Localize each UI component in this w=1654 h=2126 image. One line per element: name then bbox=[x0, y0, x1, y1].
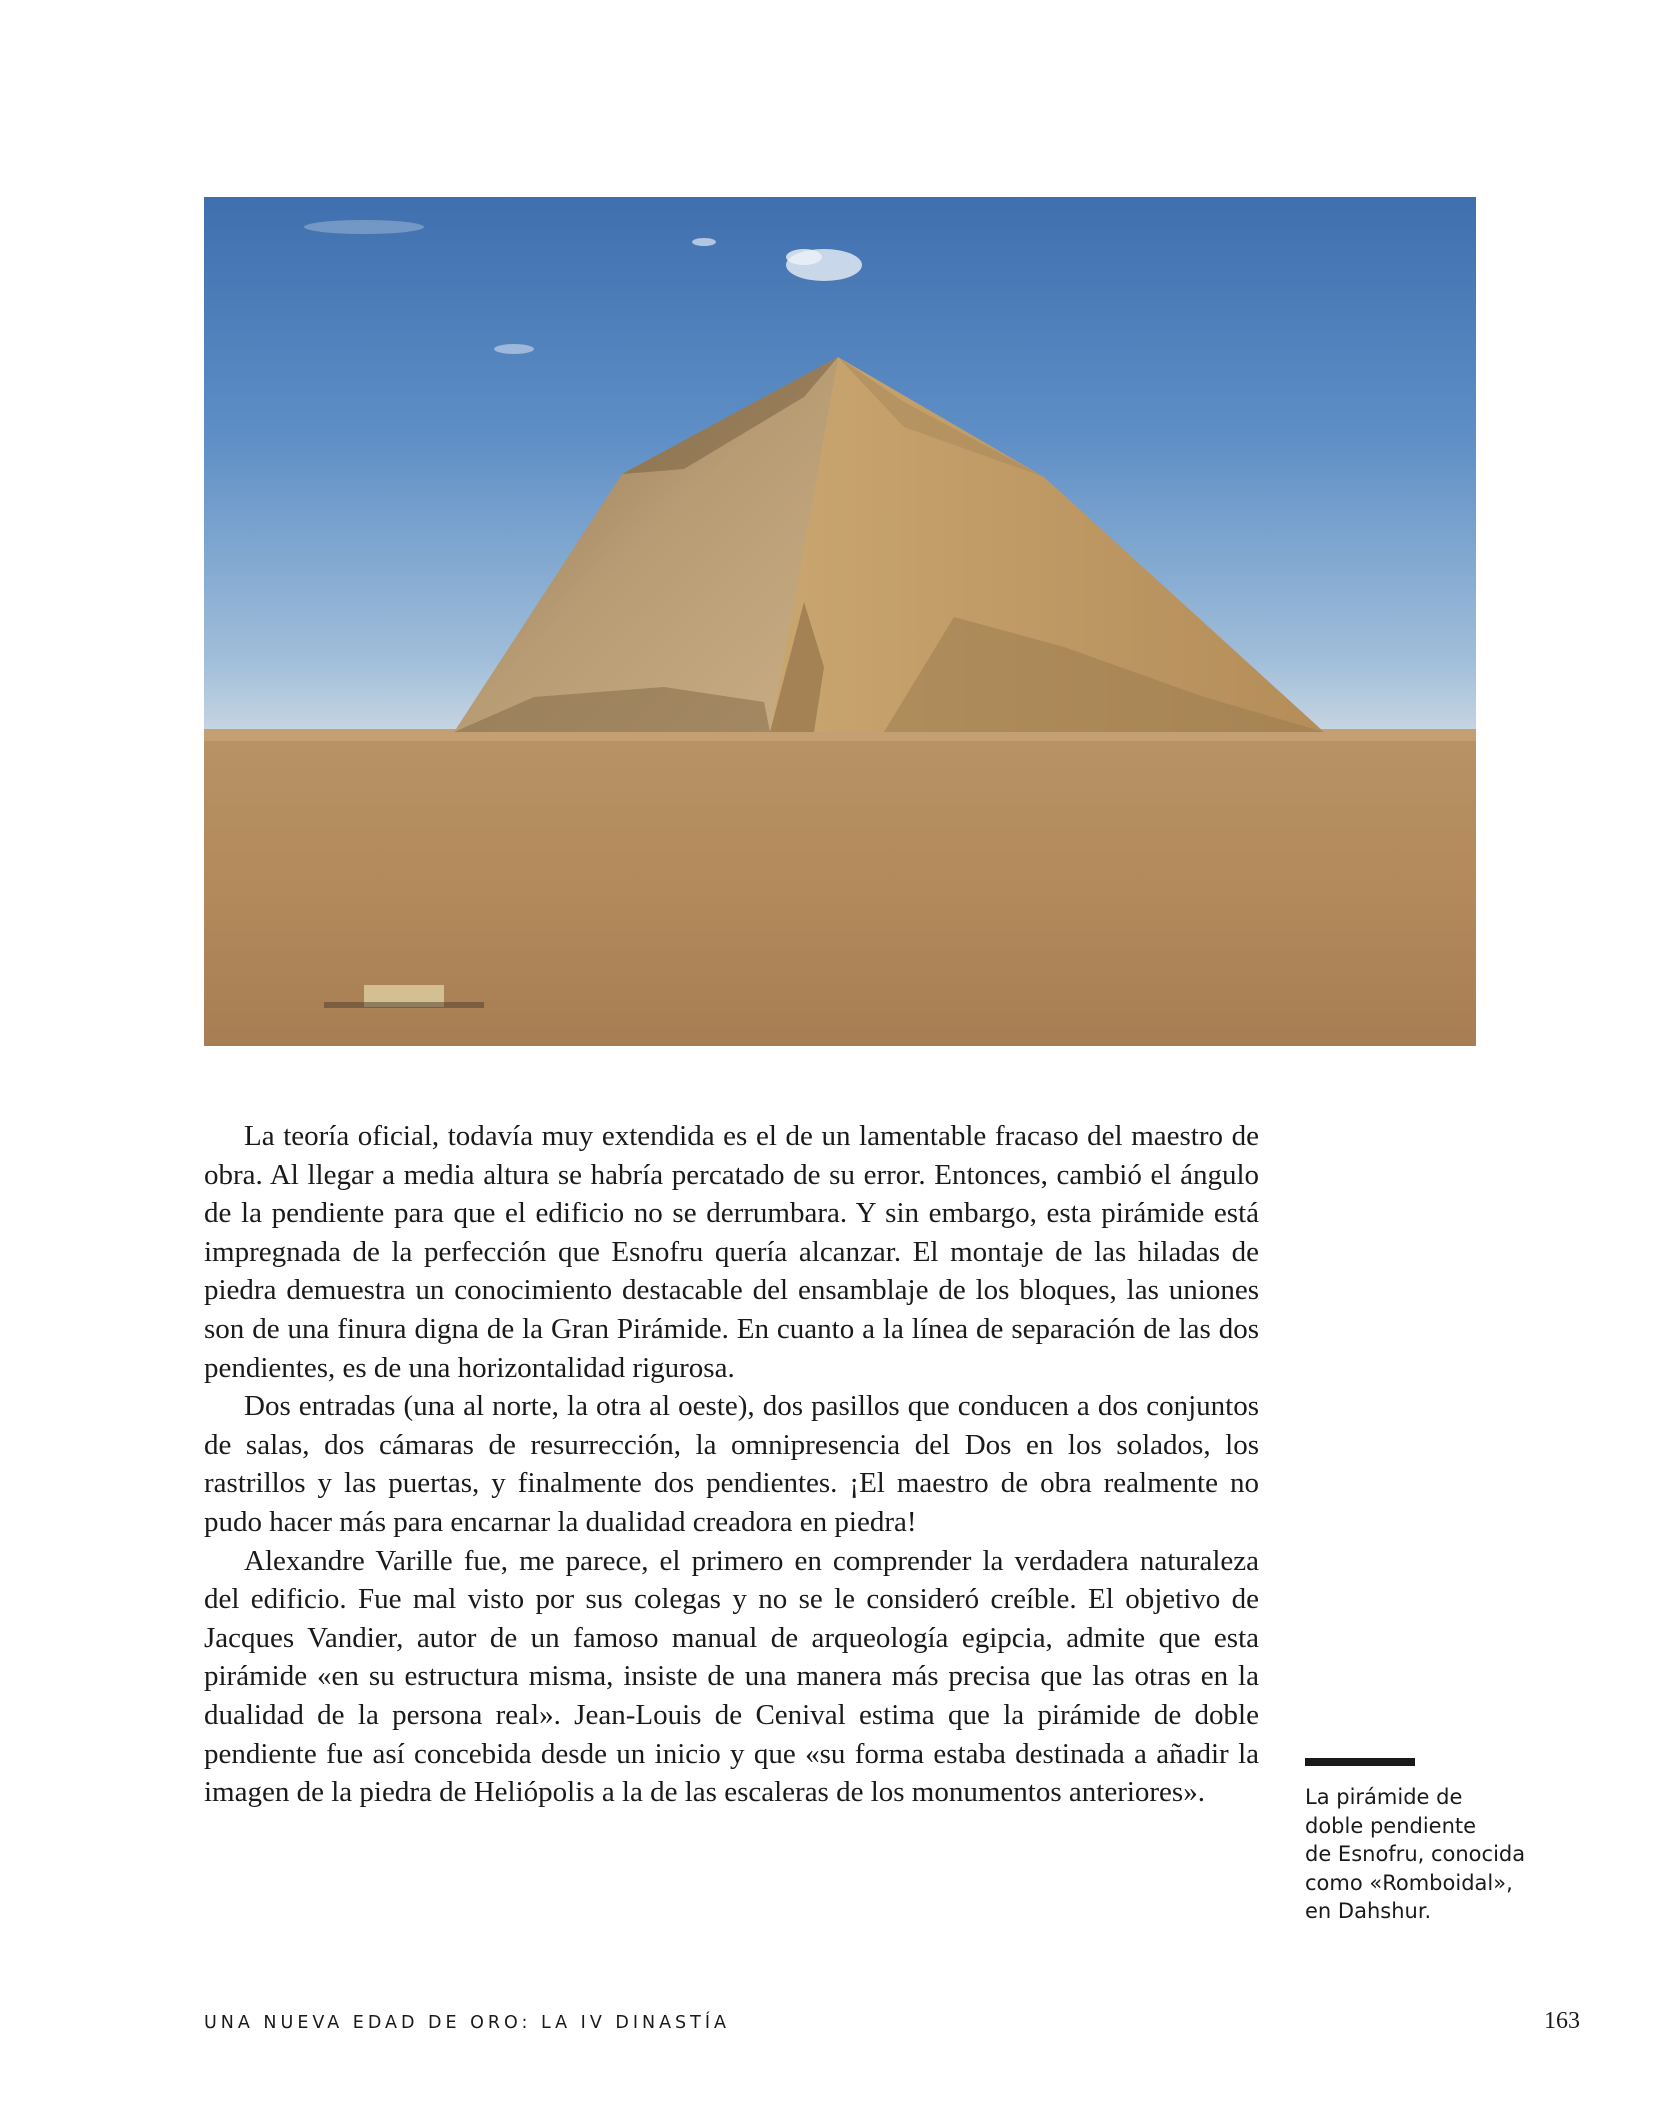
paragraph: La teoría oficial, todavía muy extendida es el de un lamentable fracaso del maestro de obra. Al llegar a media altura se habría percatado de su error. Entonces, cambió el ángulo de la pendiente para que el edificio no se derrumbara. Y sin embargo, esta pirámide está impregnada de la perfección que Esnofru quería alcanzar. El montaje de las hiladas de piedra demuestra un conocimiento destacable del ensamblaje de los bloques, las uniones son de una finura digna de la Gran Pirámide. En cuanto a la línea de separación de las dos pendientes, es de una horizontalidad rigurosa. bbox=[204, 1120, 1259, 1384]
photo-caption bbox=[1305, 1783, 1555, 1926]
caption-line: doble pendiente bbox=[1305, 1813, 1477, 1838]
caption-rule bbox=[1305, 1758, 1415, 1766]
running-head: UNA NUEVA EDAD DE ORO: LA IV DINASTÍA bbox=[204, 2013, 730, 2033]
caption-line: La pirámide de bbox=[1305, 1785, 1463, 1809]
caption-line: en Dahshur. bbox=[1305, 1899, 1432, 1923]
body-text bbox=[204, 1117, 1259, 1812]
paragraph: Alexandre Varille fue, me parece, el primero en comprender la verdadera naturaleza del edificio. Fue mal visto por sus colegas y no se le consideró creíble. El objetivo de Jacques Vandier, autor de un famoso manual de arqueología egipcia, admite que esta pirámide «en su estructura misma, insiste de una manera más precisa que las otras en la dualidad de la persona real». Jean-Louis de Cenival estima que la pirámide de doble pendiente fue así concebida desde un inicio y que «su forma estaba destinada a añadir la imagen de la piedra de Heliópolis a la de las escaleras de los monumentos anteriores». bbox=[204, 1544, 1259, 1809]
paragraph: Dos entradas (una al norte, la otra al oeste), dos pasillos que conducen a dos conjuntos de salas, dos cámaras de resurrección, la omnipresencia del Dos en los solados, los rastrillos y las puertas, y finalmente dos pendientes. ¡El maestro de obra realmente no pudo hacer más para encarnar la dualidad creadora en piedra! bbox=[204, 1390, 1259, 1538]
page-number: 163 bbox=[1544, 2008, 1580, 2034]
caption-line: como «Romboidal», bbox=[1305, 1870, 1513, 1895]
caption-line: de Esnofru, conocida bbox=[1305, 1842, 1526, 1866]
pyramid-photo bbox=[204, 197, 1476, 1046]
